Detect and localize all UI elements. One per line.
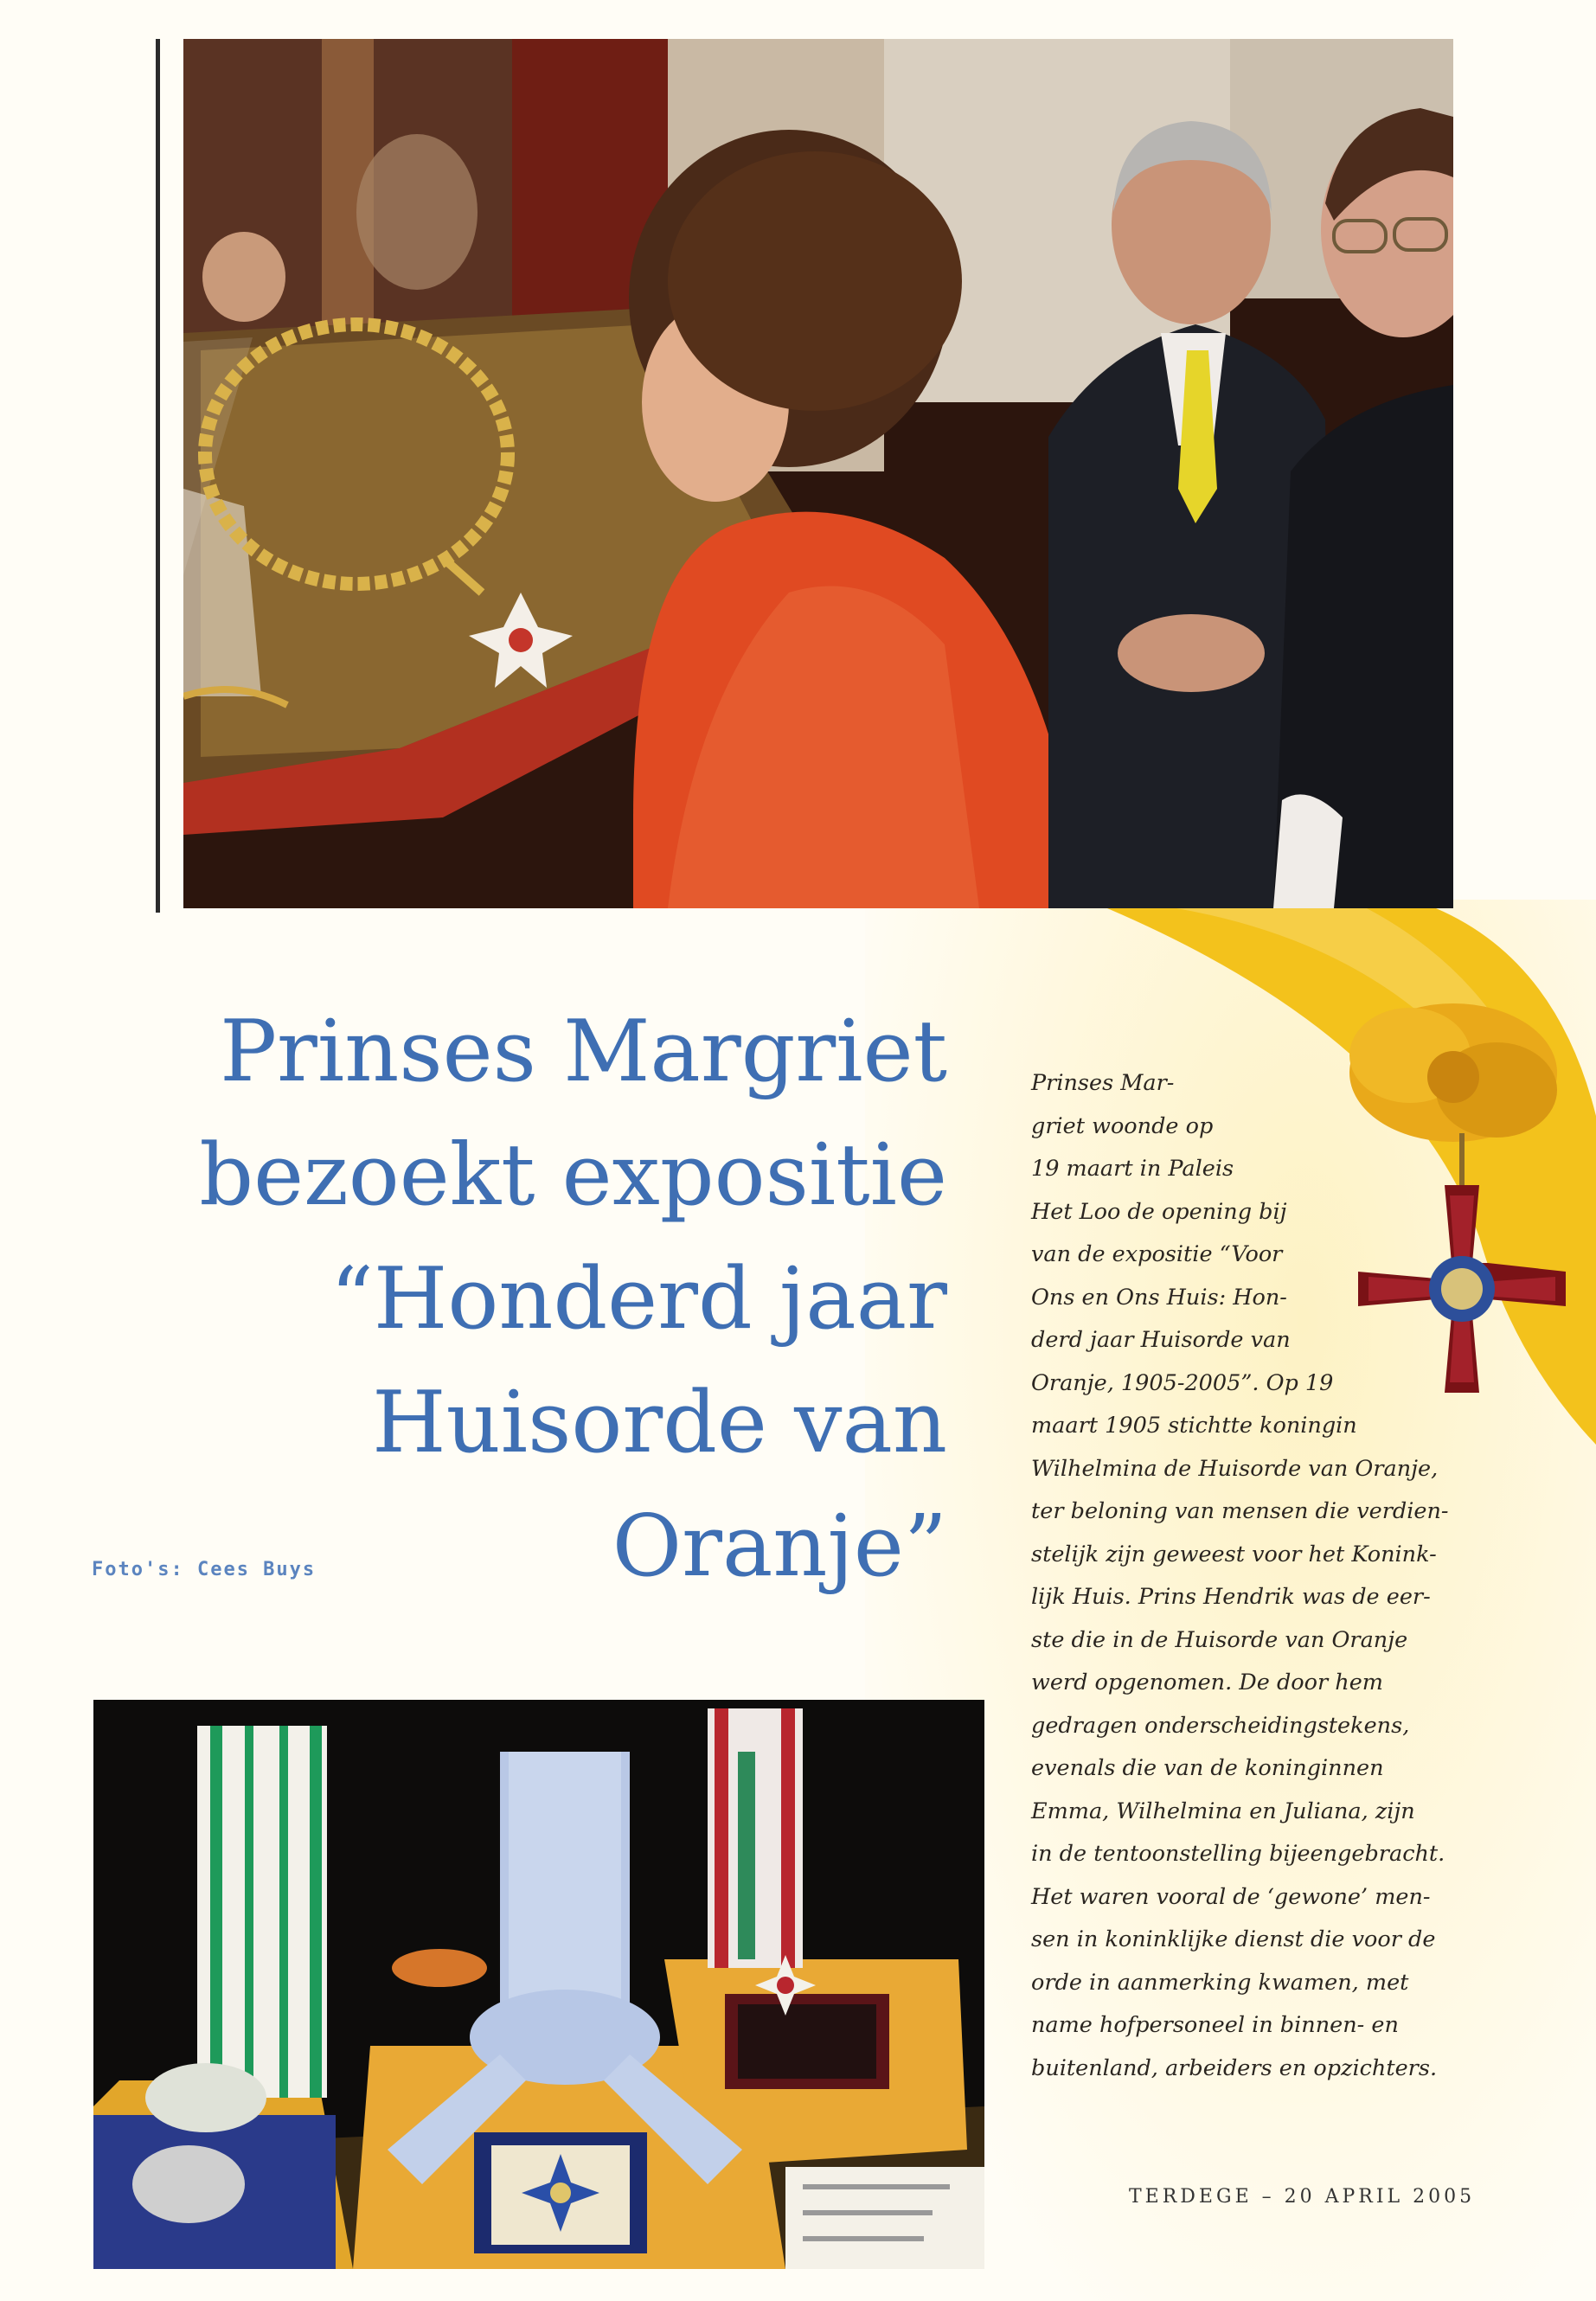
photo-credit: Foto's: Cees Buys xyxy=(92,1559,317,1580)
headline-line: Oranje” xyxy=(612,1497,947,1596)
headline-line: Huisorde van xyxy=(372,1374,947,1472)
article-line: griet woonde op xyxy=(1031,1112,1214,1139)
photo-order-insignia-display xyxy=(93,1700,984,2269)
article-line: lijk Huis. Prins Hendrik was de eer- xyxy=(1031,1584,1431,1610)
vertical-rule xyxy=(156,39,160,913)
article-line: name hofpersoneel in binnen- en xyxy=(1031,2012,1399,2038)
article-line: Wilhelmina de Huisorde van Oranje, xyxy=(1031,1455,1439,1482)
headline-line: Prinses Margriet xyxy=(220,1003,947,1101)
article-line: sen in koninklijke dienst die voor de xyxy=(1031,1926,1436,1952)
article-line: in de tentoonstelling bijeengebracht. xyxy=(1031,1841,1445,1867)
headline-line: bezoekt expositie xyxy=(199,1126,947,1225)
article-line: Prinses Mar- xyxy=(1031,1070,1175,1096)
article-line: buitenland, arbeiders en opzichters. xyxy=(1031,2054,1438,2081)
article-line: werd opgenomen. De door hem xyxy=(1031,1670,1383,1695)
article-line: Emma, Wilhelmina en Juliana, zijn xyxy=(1031,1798,1415,1824)
page-footer: TERDEGE – 20 APRIL 2005 xyxy=(1129,2186,1476,2208)
article-line: orde in aanmerking kwamen, met xyxy=(1031,1969,1409,1996)
article-line: ter beloning van mensen die verdien- xyxy=(1031,1498,1449,1524)
article-line: Ons en Ons Huis: Hon- xyxy=(1031,1284,1287,1311)
article-line: 19 maart in Paleis xyxy=(1031,1156,1234,1182)
article-headline xyxy=(104,990,947,1609)
photo-princess-at-display xyxy=(183,39,1453,908)
article-line: evenals die van de koninginnen xyxy=(1031,1755,1384,1781)
article-line: stelijk zijn geweest voor het Konink- xyxy=(1031,1541,1437,1567)
article-line: van de expositie “Voor xyxy=(1031,1241,1283,1267)
article-line: Het waren vooral de ‘gewone’ men- xyxy=(1031,1883,1431,1910)
article-line: derd jaar Huisorde van xyxy=(1031,1327,1291,1353)
article-body xyxy=(1031,1062,1481,2090)
article-line: maart 1905 stichtte koningin xyxy=(1031,1413,1357,1439)
headline-line: “Honderd jaar xyxy=(330,1250,947,1349)
article-line: Oranje, 1905-2005”. Op 19 xyxy=(1031,1369,1334,1396)
article-line: gedragen onderscheidingstekens, xyxy=(1031,1712,1410,1739)
article-line: ste die in de Huisorde van Oranje xyxy=(1031,1626,1408,1653)
article-line: Het Loo de opening bij xyxy=(1031,1198,1287,1225)
